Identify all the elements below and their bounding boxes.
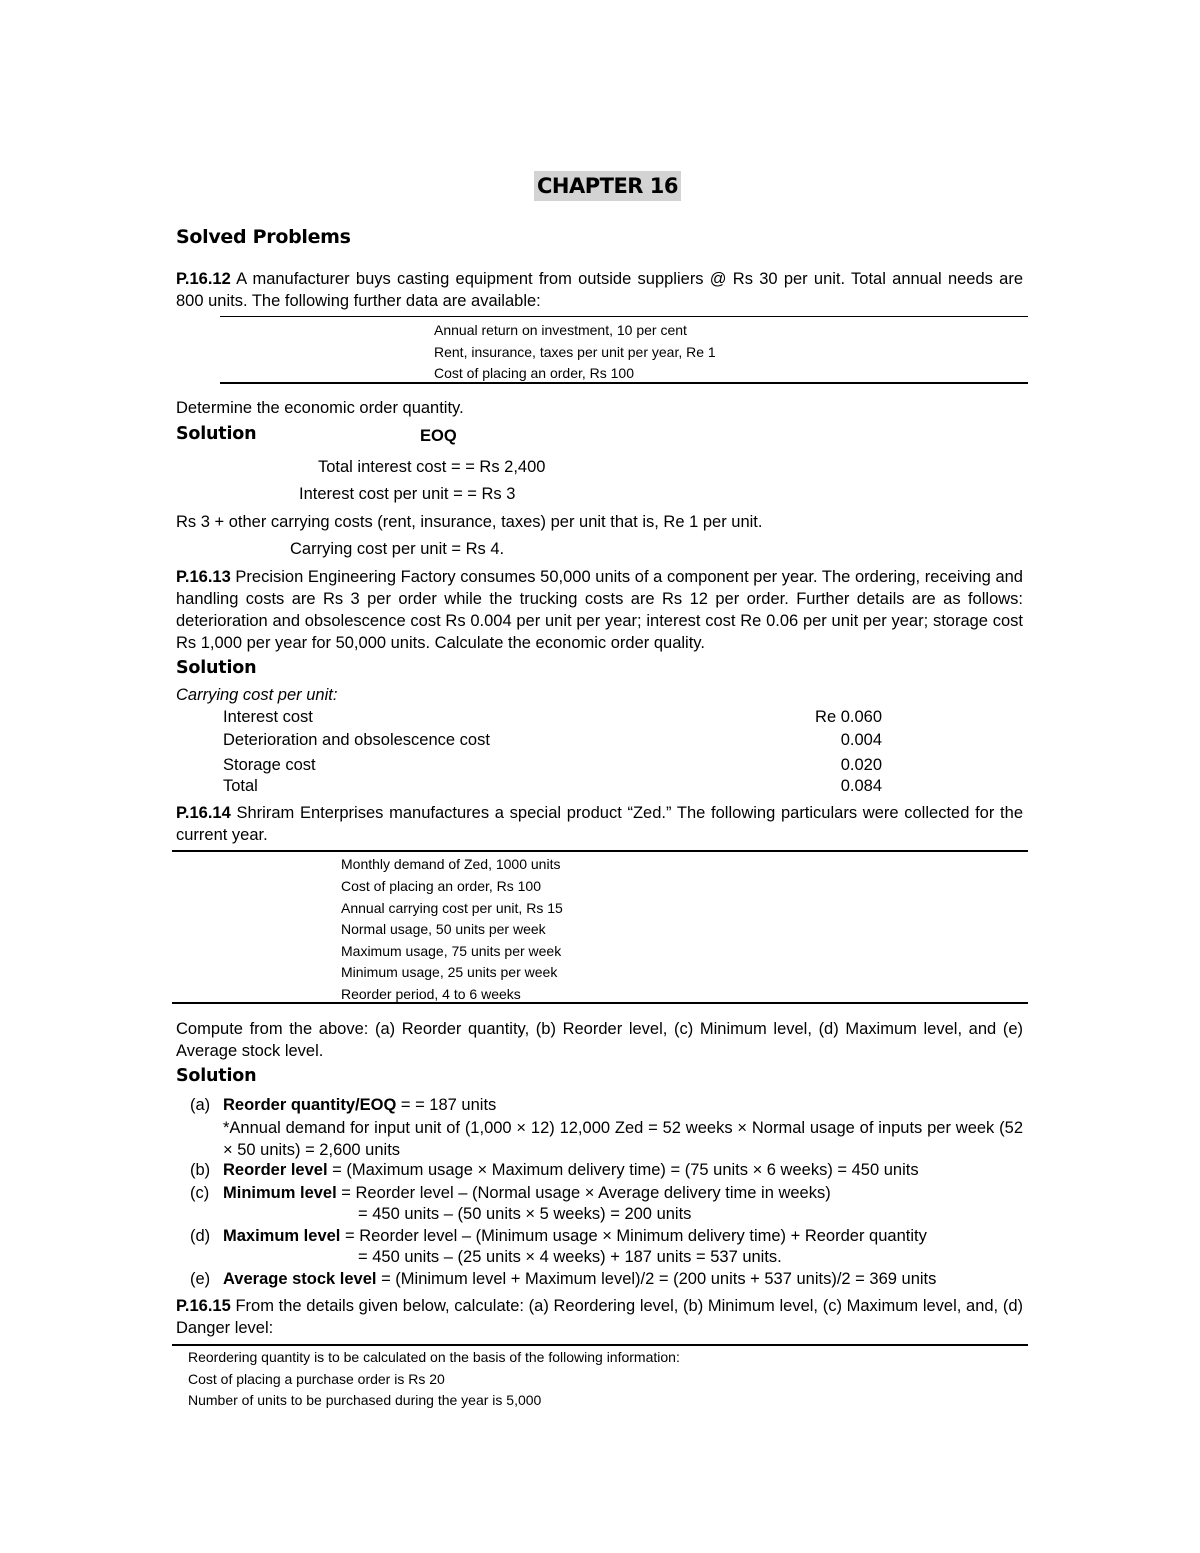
problem-text: From the details given below, calculate: (a) Reordering level, (b) Minimum level, (c) Maximum level, and, (d) Danger level: — [176, 1297, 1023, 1337]
table-top-rule — [220, 316, 1028, 317]
data-item: Maximum usage, 75 units per week — [341, 943, 562, 959]
cost-row-value: 0.004 — [840, 731, 882, 749]
problem-p16-15 — [176, 1295, 1023, 1339]
solution-item-a — [223, 1094, 496, 1116]
eoq-label: EOQ — [420, 427, 457, 445]
calc-line: Interest cost per unit = = Rs 3 — [299, 485, 516, 503]
data-item: Monthly demand of Zed, 1000 units — [341, 856, 561, 872]
solution-item-e — [223, 1268, 936, 1290]
chapter-title: CHAPTER 16 — [534, 171, 681, 201]
cost-row-label: Deterioration and obsolescence cost — [223, 731, 490, 749]
data-item: Rent, insurance, taxes per unit per year, Re 1 — [434, 344, 716, 360]
cost-row-value: 0.084 — [840, 777, 882, 795]
data-item: Minimum usage, 25 units per week — [341, 964, 558, 980]
question-text: Determine the economic order quantity. — [176, 399, 464, 417]
data-item: Reorder period, 4 to 6 weeks — [341, 986, 521, 1002]
problem-p16-14 — [176, 802, 1023, 846]
data-item: Cost of placing an order, Rs 100 — [434, 365, 635, 381]
item-marker: (a) — [190, 1096, 211, 1114]
item-term: Reorder quantity/EOQ — [223, 1096, 397, 1114]
data-item: Annual return on investment, 10 per cent — [434, 322, 687, 338]
item-continuation: = 450 units – (25 units × 4 weeks) + 187 units = 537 units. — [358, 1248, 782, 1266]
cost-row-value: Re 0.060 — [815, 708, 882, 726]
table-bottom-rule — [172, 1002, 1028, 1004]
item-text: = (Maximum usage × Maximum delivery time) = (75 units × 6 weeks) = 450 units — [327, 1161, 919, 1179]
table-bottom-rule — [220, 382, 1028, 384]
problem-text: A manufacturer buys casting equipment from outside suppliers @ Rs 30 per unit. Total annual needs are 800 units. The following further data are available: — [176, 270, 1023, 310]
cost-row-label: Storage cost — [223, 756, 316, 774]
problem-p16-12 — [176, 268, 1023, 312]
item-term: Maximum level — [223, 1227, 341, 1245]
item-term: Reorder level — [223, 1161, 328, 1179]
item-marker: (b) — [190, 1161, 211, 1179]
cost-row-label: Total — [223, 777, 258, 795]
carrying-cost-heading: Carrying cost per unit: — [176, 686, 338, 704]
problem-p16-13 — [176, 566, 1023, 654]
item-continuation: = 450 units – (50 units × 5 weeks) = 200 units — [358, 1205, 692, 1223]
calc-line: Rs 3 + other carrying costs (rent, insurance, taxes) per unit that is, Re 1 per unit. — [176, 513, 763, 531]
problem-id: P.16.14 — [176, 804, 231, 822]
data-item: Cost of placing an order, Rs 100 — [341, 878, 542, 894]
item-text: = Reorder level – (Minimum usage × Minimum delivery time) + Reorder quantity — [340, 1227, 927, 1245]
problem-id: P.16.12 — [176, 270, 231, 288]
data-item: Reordering quantity is to be calculated on the basis of the following information: — [188, 1349, 680, 1365]
solution-heading: Solution — [176, 658, 257, 678]
solution-heading: Solution — [176, 424, 257, 444]
calc-line: Total interest cost = = Rs 2,400 — [318, 458, 546, 476]
data-item: Normal usage, 50 units per week — [341, 921, 546, 937]
problem-text: Precision Engineering Factory consumes 50,000 units of a component per year. The ordering, receiving and handling costs are Rs 3 per order while the trucking costs are Rs 12 per order. Further details are as follows: deterioration and obsolescence cost Rs 0.004 per unit per year; interest cost Re 0.06 per unit per year; storage cost Rs 1,000 per year for 50,000 units. Calculate the economic order quality. — [176, 568, 1023, 652]
solution-item-c — [223, 1182, 831, 1204]
item-marker: (c) — [190, 1184, 210, 1202]
item-text: = Reorder level – (Normal usage × Average delivery time in weeks) — [336, 1184, 831, 1202]
solution-item-d — [223, 1225, 927, 1247]
data-item: Annual carrying cost per unit, Rs 15 — [341, 900, 563, 916]
table-top-rule — [172, 850, 1028, 852]
solution-item-b — [223, 1159, 919, 1181]
cost-row-label: Interest cost — [223, 708, 313, 726]
data-item: Cost of placing a purchase order is Rs 20 — [188, 1371, 445, 1387]
problem-id: P.16.15 — [176, 1297, 231, 1315]
problem-text: Shriram Enterprises manufactures a special product “Zed.” The following particulars were collected for the current year. — [176, 804, 1023, 844]
calc-line: Carrying cost per unit = Rs 4. — [290, 540, 505, 558]
problem-id: P.16.13 — [176, 568, 231, 586]
solution-heading: Solution — [176, 1066, 257, 1086]
data-item: Number of units to be purchased during the year is 5,000 — [188, 1392, 542, 1408]
table-top-rule — [172, 1344, 1028, 1346]
item-marker: (d) — [190, 1227, 211, 1245]
question-text: Compute from the above: (a) Reorder quantity, (b) Reorder level, (c) Minimum level, (d) Maximum level, and (e) Average stock level. — [176, 1020, 1023, 1060]
section-title: Solved Problems — [176, 226, 351, 248]
cost-row-value: 0.020 — [840, 756, 882, 774]
annual-demand-note: *Annual demand for input unit of (1,000 × 12) 12,000 Zed = 52 weeks × Normal usage of inputs per week (52 × 50 units) = 2,600 units — [223, 1119, 1023, 1159]
item-term: Average stock level — [223, 1270, 377, 1288]
item-term: Minimum level — [223, 1184, 337, 1202]
item-text: = = 187 units — [396, 1096, 497, 1114]
item-marker: (e) — [190, 1270, 211, 1288]
item-text: = (Minimum level + Maximum level)/2 = (200 units + 537 units)/2 = 369 units — [376, 1270, 937, 1288]
